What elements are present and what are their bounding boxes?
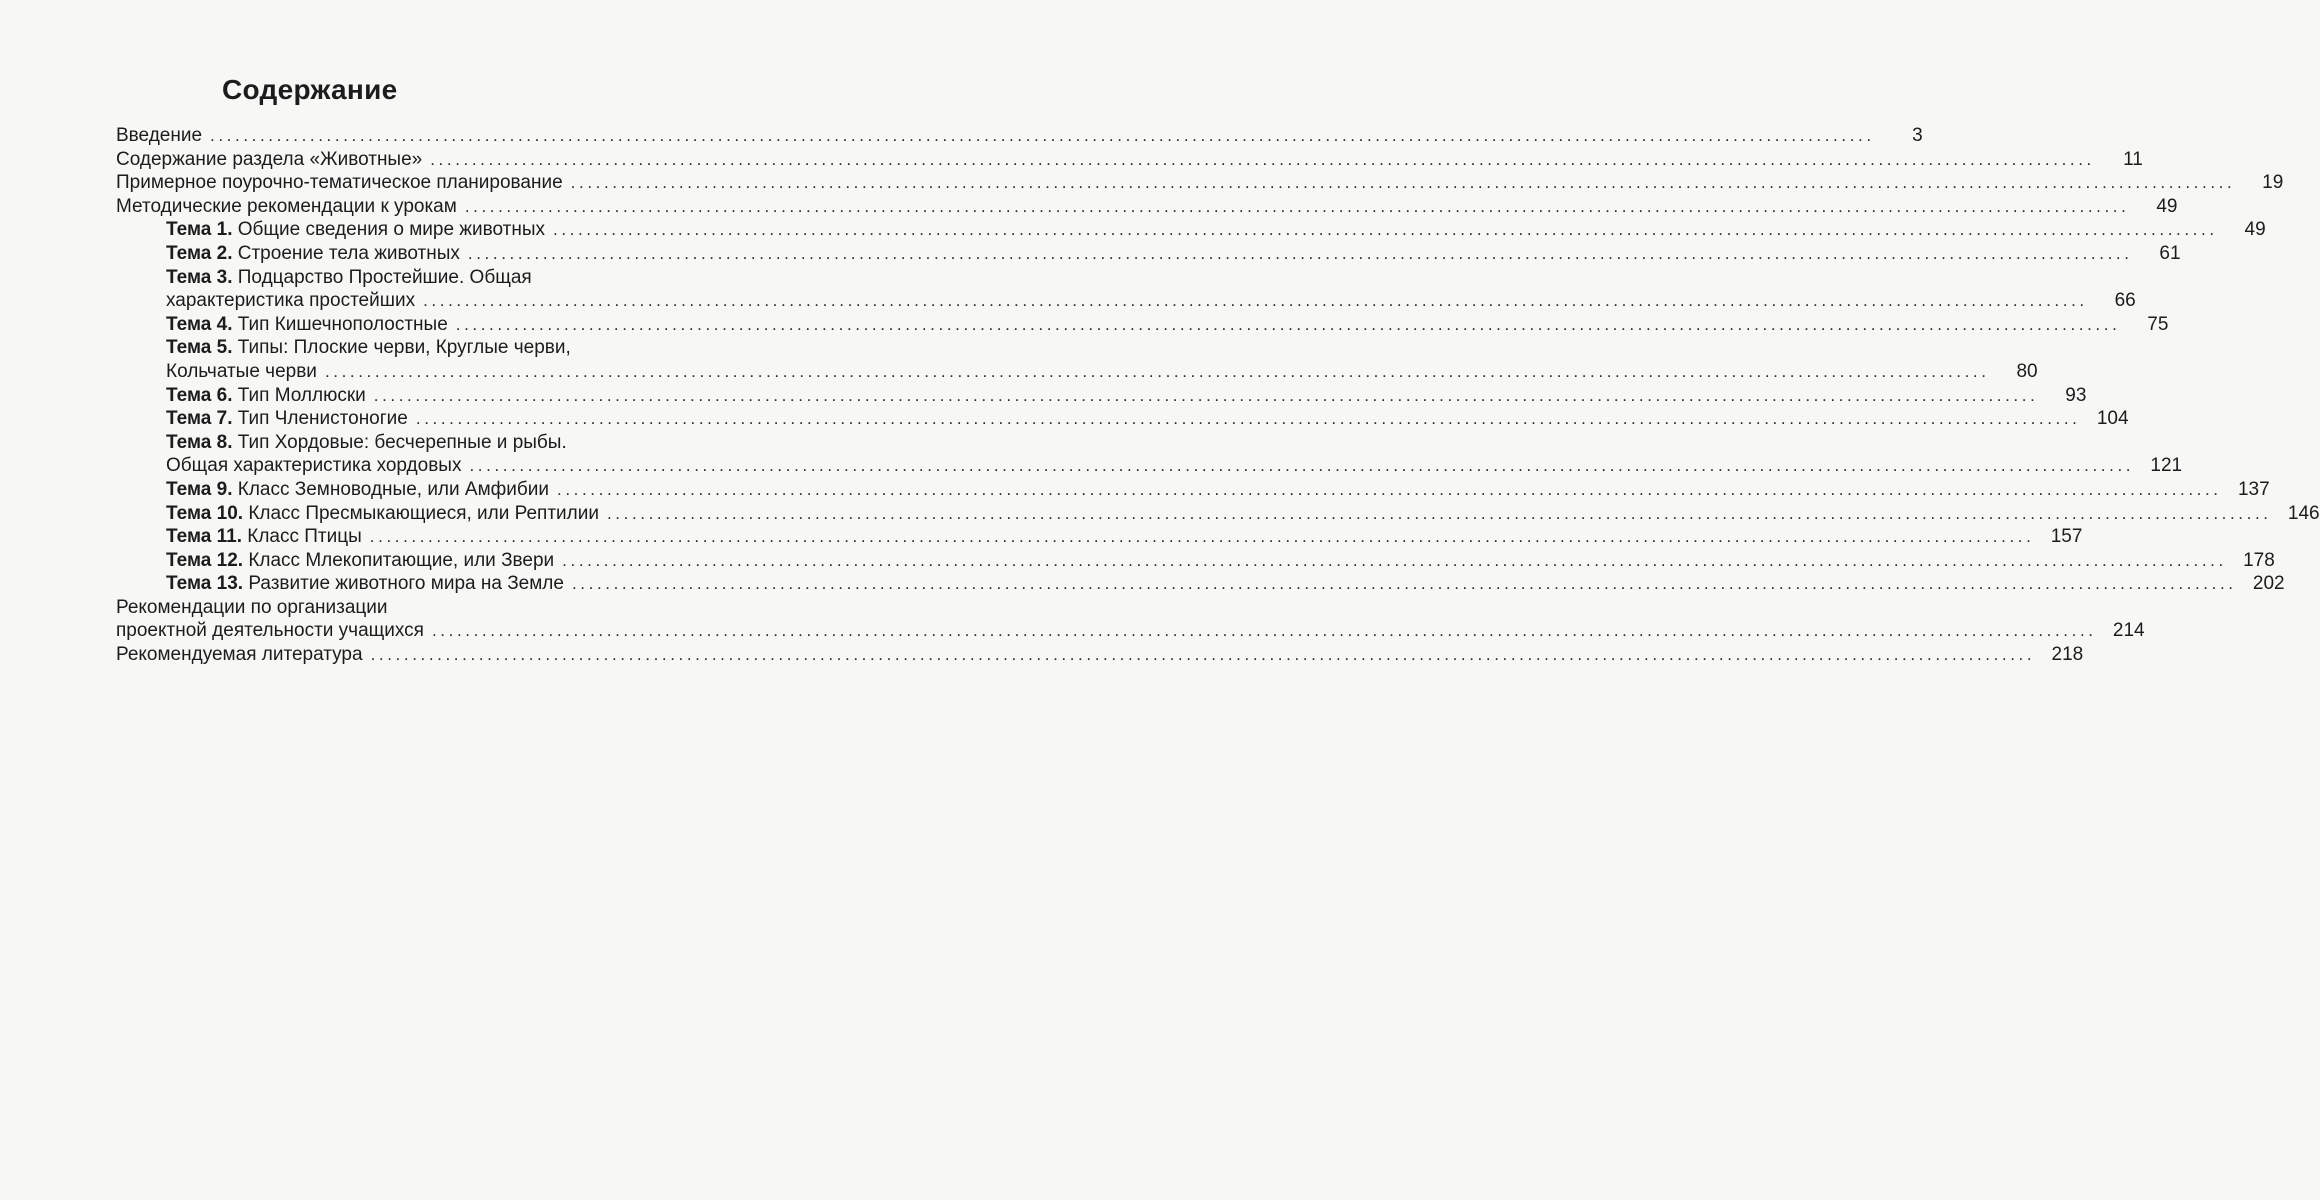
toc-page-number: 3 bbox=[1912, 125, 1923, 146]
toc-dot-leader: ........................................................................................................................................................................................................ bbox=[571, 574, 2237, 594]
toc-dot-leader: ........................................................................................................................................................................................................ bbox=[562, 550, 2227, 570]
toc-dot-leader: ........................................................................................................................................................................................................ bbox=[324, 361, 1990, 381]
toc-dot-leader: ........................................................................................................................................................................................................ bbox=[467, 243, 2133, 263]
toc-entry-text: Тема 6. Тип Моллюски bbox=[166, 384, 366, 406]
toc-dot-leader: ........................................................................................................................................................................................................ bbox=[553, 220, 2218, 240]
toc-entry-topic-number: Тема 2. bbox=[166, 242, 233, 264]
toc-page-number: 93 bbox=[2065, 384, 2087, 406]
toc-entry[interactable] bbox=[0, 195, 2178, 219]
toc-page-number: 214 bbox=[2112, 620, 2145, 642]
toc-entry-text: Тема 8. Тип Хордовые: бесчерепные и рыбы. bbox=[166, 431, 567, 453]
toc-page-number: 157 bbox=[2050, 526, 2083, 548]
toc-page-number: 49 bbox=[2156, 195, 2178, 217]
toc-page-number: 121 bbox=[2150, 455, 2183, 477]
toc-entry-text: Тема 4. Тип Кишечнополостные bbox=[166, 313, 448, 335]
toc-entry-topic-number: Тема 9. bbox=[166, 478, 233, 500]
toc-entry-text: Тема 11. Класс Птицы bbox=[166, 526, 362, 548]
toc-page-number: 49 bbox=[2244, 219, 2266, 241]
toc-page-number: 146 bbox=[2287, 502, 2320, 524]
toc-dot-leader: ........................................................................................................................................................................................................ bbox=[464, 196, 2130, 216]
toc-dot-leader: ........................................................................................................................................................................................................ bbox=[423, 291, 2088, 311]
toc-entry-text: Рекомендуемая литература bbox=[116, 644, 363, 666]
toc-entry[interactable] bbox=[0, 572, 2285, 596]
toc-entry[interactable] bbox=[0, 124, 1923, 148]
toc-entry[interactable] bbox=[0, 171, 2284, 195]
toc-entry-topic-number: Тема 12. bbox=[166, 549, 244, 571]
toc-entry-topic-number: Тема 3. bbox=[166, 266, 233, 288]
toc-entry-text: Тема 10. Класс Пресмыкающиеся, или Рептилии bbox=[166, 502, 599, 524]
toc-dot-leader: ........................................................................................................................................................................................................ bbox=[469, 456, 2135, 476]
toc-entry-text: Общая характеристика хордовых bbox=[166, 455, 462, 477]
toc-page-number: 11 bbox=[2123, 148, 2143, 170]
toc-entry-text: Тема 12. Класс Млекопитающие, или Звери bbox=[166, 549, 555, 571]
toc-entry-topic-number: Тема 8. bbox=[166, 431, 233, 453]
toc-entry-topic-number: Тема 4. bbox=[166, 313, 233, 335]
toc-entry-text: Примерное поурочно-тематическое планирование bbox=[116, 172, 563, 194]
toc-dot-leader: ........................................................................................................................................................................................................ bbox=[606, 503, 2272, 523]
toc-entry-text: Тема 9. Класс Земноводные, или Амфибии bbox=[166, 478, 549, 500]
toc-entry-topic-number: Тема 11. bbox=[166, 526, 242, 548]
toc-entry-topic-number: Тема 10. bbox=[166, 502, 244, 524]
toc-entry-text: проектной деятельности учащихся bbox=[116, 620, 424, 642]
toc-dot-leader: ........................................................................................................................................................................................................ bbox=[431, 621, 2097, 641]
toc-entry[interactable] bbox=[0, 525, 2083, 549]
toc-entry-topic-number: Тема 13. bbox=[166, 573, 244, 595]
toc-entry-text: Тема 13. Развитие животного мира на Земле bbox=[166, 573, 564, 595]
toc-dot-leader: ........................................................................................................................................................................................................ bbox=[373, 385, 2039, 405]
toc-dot-leader: ........................................................................................................................................................................................................ bbox=[415, 409, 2081, 429]
toc-entry-text: Введение bbox=[116, 125, 203, 146]
toc-entry[interactable] bbox=[0, 218, 2266, 242]
toc-entry[interactable] bbox=[0, 502, 2320, 526]
toc-entry-text: Тема 7. Тип Членистоногие bbox=[166, 408, 408, 430]
toc-page-number: 80 bbox=[2016, 360, 2038, 382]
toc-page-number: 61 bbox=[2159, 242, 2181, 264]
toc-entry-text: Кольчатые черви bbox=[166, 360, 317, 382]
toc-entry-text: Тема 1. Общие сведения о мире животных bbox=[166, 219, 546, 241]
toc-page-number: 178 bbox=[2243, 549, 2275, 571]
toc-entry[interactable] bbox=[0, 242, 2181, 266]
toc-entry-text: Содержание раздела «Животные» bbox=[116, 148, 423, 170]
toc-dot-leader: ........................................................................................................................................................................................................ bbox=[430, 149, 2095, 169]
toc-entry-text: Тема 3. Подцарство Простейшие. Общая bbox=[166, 266, 532, 288]
toc-entry[interactable] bbox=[0, 478, 2270, 502]
toc-entry[interactable] bbox=[0, 431, 2183, 478]
toc-dot-leader: ........................................................................................................................................................................................................ bbox=[455, 314, 2121, 334]
toc-entry[interactable] bbox=[0, 336, 2038, 383]
toc-page-number: 66 bbox=[2114, 290, 2136, 312]
toc-page-number: 137 bbox=[2237, 478, 2270, 500]
toc-dot-leader: ........................................................................................................................................................................................................ bbox=[369, 527, 2035, 547]
toc-entry[interactable] bbox=[0, 384, 2087, 408]
toc-page-number: 19 bbox=[2262, 172, 2284, 194]
toc-entry[interactable] bbox=[0, 643, 2084, 667]
toc-entry[interactable] bbox=[0, 549, 2275, 573]
toc-entry[interactable] bbox=[0, 266, 2136, 313]
toc-page-number: 75 bbox=[2147, 313, 2169, 335]
toc-entry-text: Методические рекомендации к урокам bbox=[116, 195, 457, 217]
toc-dot-leader: ........................................................................................................................................................................................................ bbox=[210, 126, 1875, 145]
page-title: Содержание bbox=[222, 74, 398, 105]
toc-entry-topic-number: Тема 7. bbox=[166, 408, 233, 430]
toc-dot-leader: ........................................................................................................................................................................................................ bbox=[370, 645, 2036, 665]
toc-entry-topic-number: Тема 6. bbox=[166, 384, 233, 406]
toc-entry[interactable] bbox=[0, 407, 2129, 431]
toc-page-number: 202 bbox=[2252, 573, 2285, 595]
toc-dot-leader: ........................................................................................................................................................................................................ bbox=[557, 479, 2222, 499]
toc-page-number: 218 bbox=[2051, 644, 2084, 666]
toc-entry-topic-number: Тема 5. bbox=[166, 337, 233, 359]
toc-entry-text: Тема 5. Типы: Плоские черви, Круглые черви, bbox=[166, 337, 571, 359]
toc-entry[interactable] bbox=[0, 313, 2169, 337]
toc-entry-topic-number: Тема 1. bbox=[166, 219, 233, 241]
toc-entry-text: Тема 2. Строение тела животных bbox=[166, 242, 460, 264]
toc-page-number: 104 bbox=[2096, 408, 2129, 430]
table-of-contents bbox=[0, 124, 2320, 667]
toc-dot-leader: ........................................................................................................................................................................................................ bbox=[570, 173, 2236, 193]
toc-entry[interactable] bbox=[0, 596, 2145, 643]
toc-entry-text: Рекомендации по организации bbox=[116, 596, 388, 618]
toc-entry-text: характеристика простейших bbox=[166, 290, 416, 312]
toc-entry[interactable] bbox=[0, 148, 2143, 172]
